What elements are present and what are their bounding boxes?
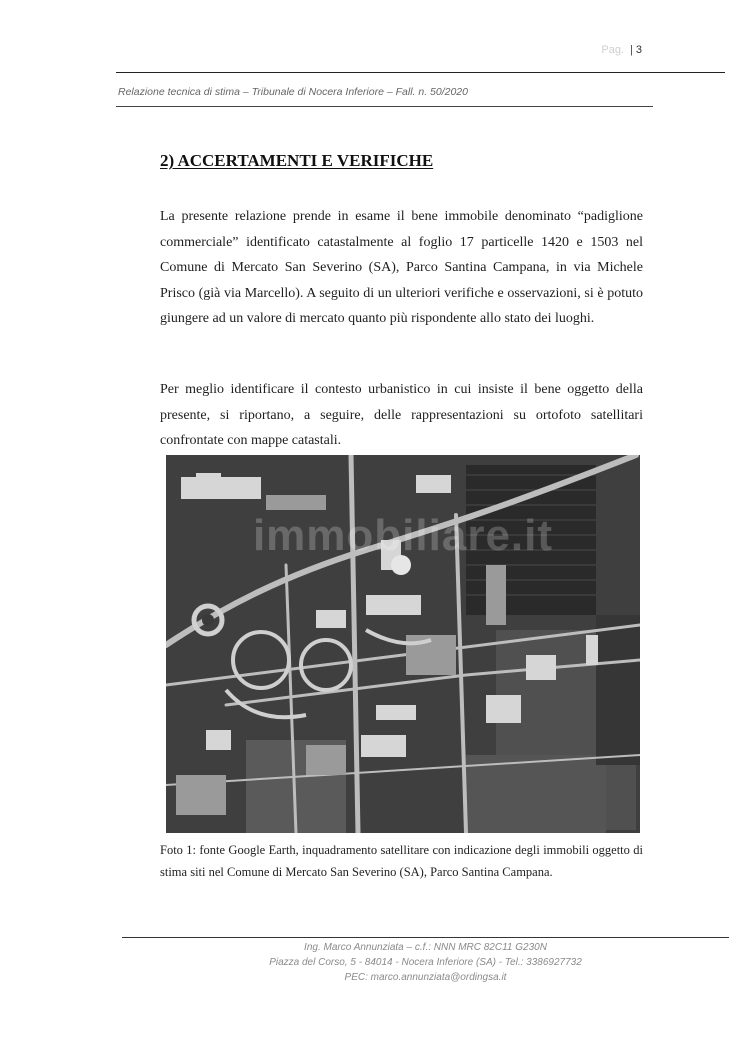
satellite-photo (166, 455, 640, 833)
header-rule (116, 106, 653, 107)
paragraph-2: Per meglio identificare il contesto urbanistico in cui insiste il bene oggetto della presente, si riportano, a seguire, delle rappresentazioni su ortofoto satellitari confrontate con mappe catastali. (160, 382, 643, 448)
section-title-text: 2) ACCERTAMENTI E VERIFICHE (160, 151, 434, 170)
running-header: Relazione tecnica di stima – Tribunale di Nocera Inferiore – Fall. n. 50/2020 (118, 86, 468, 98)
footer-line-3: PEC: marco.annunziata@ordingsa.it (344, 972, 507, 983)
photo-watermark: immobiliare.it (252, 511, 554, 560)
paragraph-1: La presente relazione prende in esame il bene immobile denominato “padiglione commerciale” identificato catastalmente al foglio 17 particelle 1420 e 1503 nel Comune di Mercato San Severino (SA), Parco Santina Campana, in via Michele Prisco (già via Marcello). A seguito di un ulteriori verifiche e osservazioni, si è potuto giungere ad un valore di mercato quanto più rispondente allo stato dei luoghi. (160, 209, 643, 326)
footer-line-2: Piazza del Corso, 5 - 84014 - Nocera Inferiore (SA) - Tel.: 3386927732 (269, 957, 582, 968)
satellite-image (166, 455, 640, 833)
footer (122, 940, 729, 985)
footer-line-1: Ing. Marco Annunziata – c.f.: NNN MRC 82C11 G230N (304, 942, 547, 953)
page-number: Pag. | 3 (601, 44, 642, 56)
section-title (160, 151, 433, 171)
page-label: Pag. (601, 44, 625, 56)
footer-rule (122, 937, 729, 938)
page-number-value: 3 (635, 44, 642, 56)
figure-caption: Foto 1: fonte Google Earth, inquadramento satellitare con indicazione degli immobili oggetto di stima siti nel Comune di Mercato San Severino (SA), Parco Santina Campana. (160, 843, 643, 879)
top-rule (116, 72, 725, 73)
